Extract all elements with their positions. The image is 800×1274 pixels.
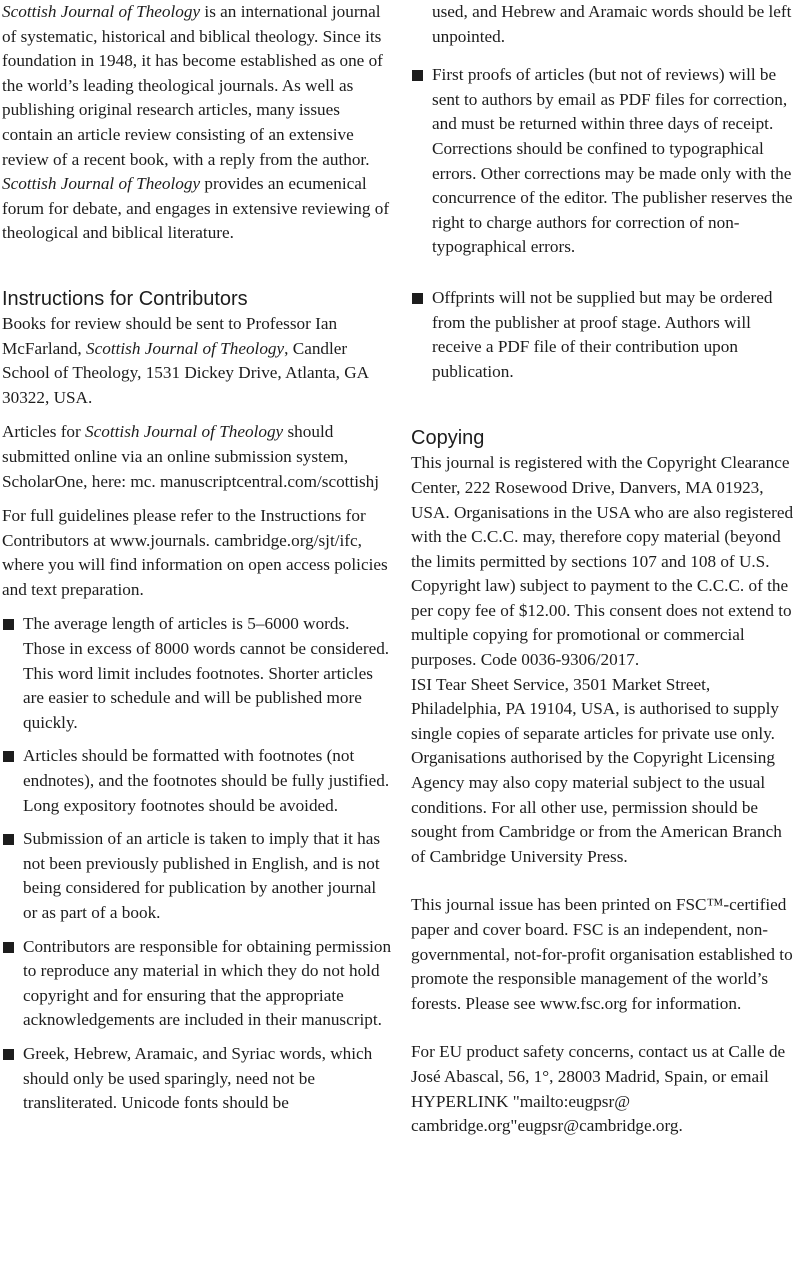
- list-item: [411, 63, 797, 260]
- bullet-text: First proofs of articles (but not of reviews) will be sent to authors by email as PDF files for correction, and must be returned within three days of receipt. Corrections should be confined to typographical errors. Other corrections may be made only with the concurrence of the editor. The publisher reserves the right to charge authors for correction of non-typographical errors.: [432, 65, 793, 257]
- square-bullet-icon: [412, 293, 423, 304]
- journal-name: Scottish Journal of Theology: [85, 422, 284, 442]
- square-bullet-icon: [3, 619, 14, 630]
- right-column: [411, 0, 797, 1139]
- review-books-paragraph: [2, 312, 394, 410]
- journal-name: Scottish Journal of Theology: [86, 338, 285, 358]
- list-item: [2, 935, 394, 1033]
- ccc-paragraph: This journal is registered with the Copyright Clearance Center, 222 Rosewood Drive, Danvers, MA 01923, USA. Organisations in the USA who are also registered with the C.C.C. may, therefore copy material (beyond the limits permitted by sections 107 and 108 of U.S. Copyright law) subject to payment to the C.C.C. of the per copy fee of $12.00. This consent does not extend to multiple copying for promotional or commercial purposes. Code 0036-9306/2017.: [411, 453, 794, 670]
- instructions-heading: Instructions for Contributors: [2, 287, 248, 310]
- bullet-text: Articles should be formatted with footnotes (not endnotes), and the footnotes should be fully justified. Long expository footnotes should be avoided.: [23, 746, 390, 815]
- bullet-continuation: used, and Hebrew and Aramaic words should be left unpointed.: [432, 2, 792, 46]
- articles-text: should submitted online via an online submission system, ScholarOne, here: mc. manuscriptcentral.com/scottishj: [2, 422, 380, 491]
- square-bullet-icon: [3, 1049, 14, 1060]
- bullet-text: Offprints will not be supplied but may be ordered from the publisher at proof stage. Authors will receive a PDF file of their contribution upon publication.: [432, 287, 773, 381]
- intro-text: is an international journal of systematic, historical and biblical theology. Since its foundation in 1948, it has become established as one of the world’s leading theological journals. As well as publishing original research articles, many issues contain an article review consisting of an extensive review of a recent book, with a reply from the author.: [2, 2, 383, 169]
- proofs-bullet-list: [411, 63, 797, 384]
- journal-name: Scottish Journal of Theology: [2, 174, 201, 194]
- articles-text: Articles for: [2, 422, 86, 442]
- review-books-text: Books for review should be sent to Professor Ian McFarland,: [2, 313, 338, 358]
- list-item: [2, 1042, 394, 1116]
- guidelines-paragraph: For full guidelines please refer to the Instructions for Contributors at www.journals. cambridge.org/sjt/ifc, where you will find information on open access policies and text preparation.: [2, 506, 388, 599]
- square-bullet-icon: [3, 751, 14, 762]
- square-bullet-icon: [3, 942, 14, 953]
- list-item: [2, 744, 394, 818]
- square-bullet-icon: [412, 70, 423, 81]
- bullet-text: Submission of an article is taken to imply that it has not been previously published in English, and is not being considered for publication by another journal or as part of a book.: [23, 829, 381, 922]
- bullet-text: Greek, Hebrew, Aramaic, and Syriac words, which should only be used sparingly, need not be transliterated. Unicode fonts should be: [23, 1043, 373, 1113]
- articles-paragraph: [2, 420, 394, 494]
- eu-safety-paragraph: For EU product safety concerns, contact us at Calle de José Abascal, 56, 1°, 28003 Madrid, Spain, or email HYPERLINK "mailto:eugpsr@ cambridge.org"eugpsr@cambridge.org.: [411, 1042, 786, 1136]
- list-item: [411, 286, 797, 384]
- list-item: [2, 612, 394, 735]
- intro-text: provides an ecumenical forum for debate, and engages in extensive reviewing of theological and biblical literature.: [2, 174, 390, 243]
- copying-heading: Copying: [411, 427, 485, 450]
- list-item: [2, 827, 394, 925]
- bullet-text: The average length of articles is 5–6000 words. Those in excess of 8000 words cannot be considered. This word limit includes footnotes. Shorter articles are easier to schedule and will be published more quickly.: [23, 614, 390, 732]
- left-column: [2, 0, 394, 1125]
- journal-name: Scottish Journal of Theology: [2, 2, 201, 21]
- square-bullet-icon: [3, 834, 14, 845]
- contributor-bullet-list: [2, 612, 394, 1115]
- isi-paragraph: ISI Tear Sheet Service, 3501 Market Street, Philadelphia, PA 19104, USA, is authorised to supply single copies of separate articles for private use only. Organisations authorised by the Copyright Licensing Agency may also copy material subject to the usual conditions. For all other use, permission should be sought from Cambridge or from the American Branch of Cambridge University Press.: [411, 674, 782, 866]
- bullet-text: Contributors are responsible for obtaining permission to reproduce any material in which they do not hold copyright and for ensuring that the appropriate acknowledgements are included in their manuscript.: [23, 936, 392, 1030]
- review-books-text: , Candler School of Theology, 1531 Dickey Drive, Atlanta, GA 30322, USA.: [2, 338, 369, 407]
- fsc-paragraph: This journal issue has been printed on FSC™-certified paper and cover board. FSC is an independent, non-governmental, not-for-profit organisation established to promote the responsible management of the world’s forests. Please see www.fsc.org for information.: [411, 895, 793, 1013]
- intro-paragraph: [2, 0, 394, 246]
